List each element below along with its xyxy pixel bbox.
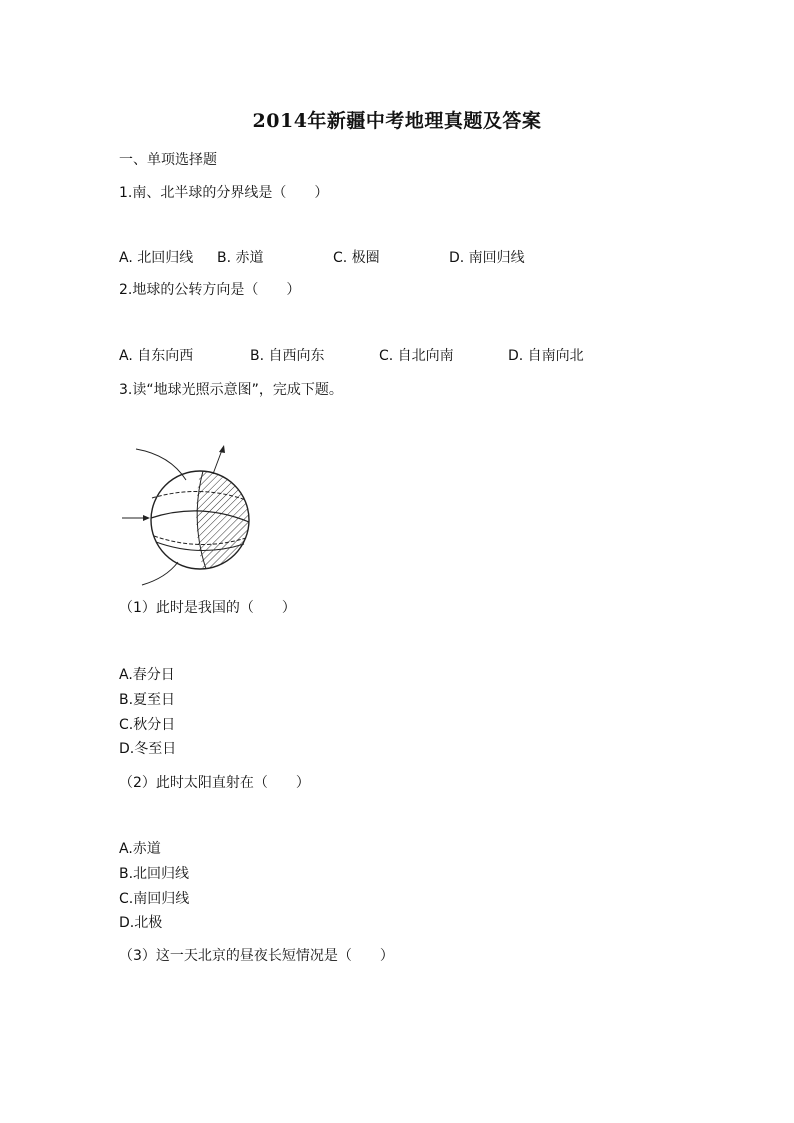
subquestion-2-option-b: B.北回归线 [119,866,190,882]
question-1-option-b: B. 赤道 [217,250,264,266]
question-1-stem: 1.南、北半球的分界线是（ ） [119,185,329,201]
subquestion-1-option-c: C.秋分日 [119,717,176,733]
subquestion-1-option-b: B.夏至日 [119,692,176,708]
document-title: 2014年新疆中考地理真题及答案 [252,110,542,132]
question-2-option-b: B. 自西向东 [250,348,325,364]
question-1-option-d: D. 南回归线 [449,250,525,266]
subquestion-3-stem: （3）这一天北京的昼夜长短情况是（ ） [119,948,394,964]
earth-illumination-diagram [118,440,258,590]
subquestion-1-option-d: D.冬至日 [119,741,177,757]
question-2-stem: 2.地球的公转方向是（ ） [119,282,301,298]
subquestion-1-option-a: A.春分日 [119,667,175,683]
subquestion-1-stem: （1）此时是我国的（ ） [119,600,296,616]
subquestion-2-stem: （2）此时太阳直射在（ ） [119,775,310,791]
question-2-option-d: D. 自南向北 [508,348,584,364]
question-3-stem: 3.读“地球光照示意图”，完成下题。 [119,382,343,398]
question-2-option-a: A. 自东向西 [119,348,194,364]
subquestion-2-option-a: A.赤道 [119,841,161,857]
subquestion-2-option-d: D.北极 [119,915,163,931]
question-2-option-c: C. 自北向南 [379,348,454,364]
subquestion-2-option-c: C.南回归线 [119,891,190,907]
question-1-option-c: C. 极圈 [333,250,380,266]
question-1-option-a: A. 北回归线 [119,250,194,266]
section-heading: 一、单项选择题 [119,152,217,168]
